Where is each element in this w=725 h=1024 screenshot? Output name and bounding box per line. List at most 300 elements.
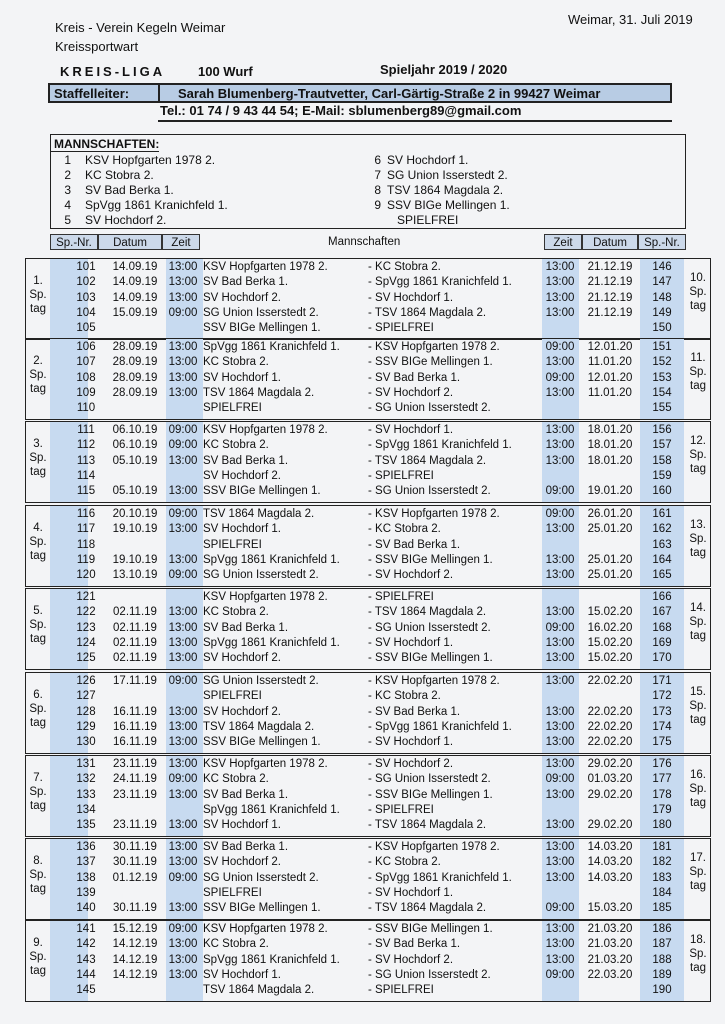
match-datum: 14.09.19 xyxy=(112,276,158,289)
match-zeit-return: 13:00 xyxy=(545,523,575,536)
match-spnr: 141 xyxy=(76,923,96,935)
staffelleiter-box xyxy=(48,83,672,103)
match-home-team: TSV 1864 Magdala 2. xyxy=(203,386,315,399)
match-datum-return: 22.02.20 xyxy=(587,736,633,749)
teams-title: MANNSCHAFTEN: xyxy=(54,137,160,151)
matchday-block xyxy=(25,258,711,340)
matchday-label-part: 10. xyxy=(690,272,706,284)
match-datum-return: 22.02.20 xyxy=(587,705,633,718)
match-datum-return: 15.02.20 xyxy=(587,652,633,665)
match-spnr-return: 185 xyxy=(652,902,672,915)
match-zeit: 13:00 xyxy=(168,291,198,304)
match-spnr: 145 xyxy=(76,984,96,997)
match-spnr: 111 xyxy=(77,424,95,436)
match-home-team: SV Hochdorf 2. xyxy=(203,469,281,482)
match-zeit-return: 13:00 xyxy=(545,386,575,399)
match-datum: 06.10.19 xyxy=(112,424,158,436)
match-spnr: 142 xyxy=(76,938,96,951)
match-zeit: 13:00 xyxy=(168,261,198,273)
match-row xyxy=(26,773,712,788)
team-number: 3 xyxy=(64,183,71,197)
match-home-team: SPIELFREI xyxy=(203,690,262,703)
match-away-team: - SV Hochdorf 1. xyxy=(368,291,454,304)
match-zeit: 09:00 xyxy=(168,424,198,436)
match-zeit-return: 13:00 xyxy=(545,424,575,436)
team-number: 5 xyxy=(64,213,71,227)
match-row xyxy=(26,591,712,606)
matchday-label-part: 15. xyxy=(690,686,706,698)
match-away-team: - SG Union Isserstedt 2. xyxy=(368,621,491,634)
matchday-label-part: tag xyxy=(30,965,46,977)
matchday-label-part: 5. xyxy=(33,605,43,617)
match-home-team: KSV Hopfgarten 1978 2. xyxy=(203,261,328,273)
matchday-block xyxy=(25,755,711,837)
match-datum-return: 12.01.20 xyxy=(587,341,633,353)
team-number: 7 xyxy=(374,168,381,182)
match-spnr-return: 183 xyxy=(652,871,672,884)
match-datum: 02.11.19 xyxy=(113,652,157,665)
match-datum: 16.11.19 xyxy=(113,736,157,749)
team-name: SV Bad Berka 1. xyxy=(85,183,174,197)
match-datum: 14.12.19 xyxy=(112,953,158,966)
matchday-label-part: tag xyxy=(690,547,706,559)
match-datum-return: 25.01.20 xyxy=(587,553,633,566)
match-spnr: 136 xyxy=(76,841,96,853)
matchday-label-part: 11. xyxy=(690,352,706,364)
match-datum-return: 11.01.20 xyxy=(588,356,632,369)
match-spnr-return: 184 xyxy=(652,886,672,899)
match-home-team: KC Stobra 2. xyxy=(203,606,269,619)
match-datum-return: 12.01.20 xyxy=(587,371,633,384)
matchday-label-part: Sp. xyxy=(689,783,707,795)
match-zeit: 13:00 xyxy=(168,652,198,665)
match-datum-return: 26.01.20 xyxy=(587,508,633,520)
match-away-team: - SPIELFREI xyxy=(368,803,434,816)
match-zeit: 13:00 xyxy=(168,938,198,951)
match-row xyxy=(26,606,712,621)
match-zeit: 13:00 xyxy=(168,454,198,467)
match-away-team: - SV Hochdorf 2. xyxy=(368,953,454,966)
match-zeit-return: 13:00 xyxy=(545,675,575,687)
matchday-label-part: 7. xyxy=(33,772,43,784)
match-home-team: SG Union Isserstedt 2. xyxy=(203,675,319,687)
match-home-team: KSV Hopfgarten 1978 2. xyxy=(203,923,328,935)
match-away-team: - SSV BIGe Mellingen 1. xyxy=(368,652,493,665)
match-spnr-return: 188 xyxy=(652,953,672,966)
match-home-team: SV Hochdorf 1. xyxy=(203,523,281,536)
matchday-block xyxy=(25,421,711,503)
match-spnr: 144 xyxy=(76,968,96,981)
match-datum-return: 15.03.20 xyxy=(587,902,633,915)
match-spnr-return: 175 xyxy=(652,736,672,749)
match-datum-return: 14.03.20 xyxy=(587,856,633,869)
match-away-team: - SG Union Isserstedt 2. xyxy=(368,402,491,415)
match-zeit: 09:00 xyxy=(168,923,198,935)
match-spnr-return: 156 xyxy=(652,424,672,436)
match-zeit-return: 13:00 xyxy=(545,276,575,289)
match-row xyxy=(26,954,712,969)
match-home-team: SSV BIGe Mellingen 1. xyxy=(203,736,321,749)
match-zeit-return: 13:00 xyxy=(545,758,575,770)
league-name: KREIS-LIGA xyxy=(60,64,166,79)
match-row xyxy=(26,569,712,584)
match-zeit-return: 13:00 xyxy=(545,553,575,566)
team-number: 1 xyxy=(64,153,71,167)
match-away-team: - SG Union Isserstedt 2. xyxy=(368,485,491,498)
match-row xyxy=(26,554,712,569)
match-zeit-return: 13:00 xyxy=(545,261,575,273)
matchday-label-part: 13. xyxy=(690,519,706,531)
match-spnr: 126 xyxy=(76,675,96,687)
team-name: SSV BIGe Mellingen 1. xyxy=(387,198,510,212)
match-zeit: 13:00 xyxy=(168,606,198,619)
match-datum-return: 14.03.20 xyxy=(587,871,633,884)
match-away-team: - SV Hochdorf 1. xyxy=(368,736,454,749)
match-home-team: SV Hochdorf 2. xyxy=(203,291,281,304)
match-spnr-return: 149 xyxy=(652,306,672,319)
match-datum: 15.12.19 xyxy=(112,923,158,935)
match-spnr-return: 158 xyxy=(652,454,672,467)
match-row xyxy=(26,804,712,819)
match-spnr: 123 xyxy=(76,621,96,634)
match-spnr-return: 167 xyxy=(652,606,672,619)
match-datum-return: 25.01.20 xyxy=(587,569,633,582)
teams-box xyxy=(50,134,686,229)
match-spnr-return: 180 xyxy=(652,819,672,832)
matchday-block xyxy=(25,505,711,587)
match-row xyxy=(26,622,712,637)
season: Spieljahr 2019 / 2020 xyxy=(380,62,508,77)
match-spnr-return: 172 xyxy=(652,690,672,703)
matchday-label-part: Sp. xyxy=(689,449,707,461)
match-home-team: SV Hochdorf 1. xyxy=(203,371,281,384)
matchday-label-part: Sp. xyxy=(689,948,707,960)
match-away-team: - SpVgg 1861 Kranichfeld 1. xyxy=(368,871,512,884)
matchday-block xyxy=(25,338,711,420)
match-datum: 24.11.19 xyxy=(113,773,157,786)
match-datum-return: 18.01.20 xyxy=(587,454,633,467)
matchday-label-part: tag xyxy=(30,717,46,729)
match-row xyxy=(26,292,712,307)
match-home-team: SV Hochdorf 1. xyxy=(203,819,281,832)
matchday-label-part: Sp. xyxy=(689,700,707,712)
match-zeit: 13:00 xyxy=(168,523,198,536)
match-zeit-return: 09:00 xyxy=(545,621,575,634)
team-name: SPIELFREI xyxy=(397,213,459,227)
match-away-team: - KSV Hopfgarten 1978 2. xyxy=(368,341,500,353)
match-datum: 14.09.19 xyxy=(112,261,158,273)
match-home-team: SV Bad Berka 1. xyxy=(203,276,289,289)
match-home-team: KC Stobra 2. xyxy=(203,439,269,452)
matchday-label-part: tag xyxy=(30,383,46,395)
match-row xyxy=(26,439,712,454)
match-zeit-return: 13:00 xyxy=(545,569,575,582)
matchday-block xyxy=(25,838,711,920)
match-datum: 23.11.19 xyxy=(113,758,157,770)
matchday-label-part: tag xyxy=(30,883,46,895)
match-spnr: 133 xyxy=(76,788,96,801)
match-zeit: 09:00 xyxy=(168,773,198,786)
matchday-label-part: Sp. xyxy=(689,366,707,378)
match-spnr-return: 182 xyxy=(652,856,672,869)
match-spnr: 124 xyxy=(76,636,96,649)
matchday-label-part: 12. xyxy=(690,435,706,447)
match-zeit-return: 13:00 xyxy=(545,356,575,369)
match-zeit: 13:00 xyxy=(168,341,198,353)
match-row xyxy=(26,902,712,917)
divider xyxy=(158,120,672,122)
match-spnr-return: 171 xyxy=(652,675,672,687)
match-home-team: SPIELFREI xyxy=(203,402,262,415)
matchday-label-part: 9. xyxy=(33,937,43,949)
match-away-team: - SG Union Isserstedt 2. xyxy=(368,773,491,786)
match-spnr: 113 xyxy=(76,454,96,467)
matchday-label-part: tag xyxy=(30,800,46,812)
match-row xyxy=(26,652,712,667)
match-zeit: 13:00 xyxy=(168,856,198,869)
match-home-team: SpVgg 1861 Kranichfeld 1. xyxy=(203,953,340,966)
team-name: SpVgg 1861 Kranichfeld 1. xyxy=(85,198,228,212)
match-zeit: 13:00 xyxy=(168,819,198,832)
match-zeit: 09:00 xyxy=(168,675,198,687)
team-number: 8 xyxy=(374,183,381,197)
match-home-team: TSV 1864 Magdala 2. xyxy=(203,984,315,997)
match-zeit: 13:00 xyxy=(168,902,198,915)
column-header-spnr: Sp.-Nr. xyxy=(50,234,98,250)
match-away-team: - SPIELFREI xyxy=(368,591,434,603)
match-datum: 05.10.19 xyxy=(112,454,158,467)
matchday-label-part: tag xyxy=(690,714,706,726)
match-spnr-return: 170 xyxy=(652,652,672,665)
match-home-team: SV Bad Berka 1. xyxy=(203,841,289,853)
match-spnr: 138 xyxy=(76,871,96,884)
match-datum: 19.10.19 xyxy=(112,553,158,566)
team-name: SV Hochdorf 2. xyxy=(85,213,167,227)
match-zeit-return: 13:00 xyxy=(545,841,575,853)
match-home-team: SPIELFREI xyxy=(203,886,262,899)
match-away-team: - KC Stobra 2. xyxy=(368,856,441,869)
match-spnr: 108 xyxy=(76,371,96,384)
match-zeit-return: 09:00 xyxy=(545,773,575,786)
matchday-label-part: 3. xyxy=(33,438,43,450)
match-home-team: SV Hochdorf 2. xyxy=(203,652,281,665)
match-row xyxy=(26,387,712,402)
match-row xyxy=(26,307,712,322)
match-away-team: - KC Stobra 2. xyxy=(368,261,441,273)
match-away-team: - SV Hochdorf 1. xyxy=(368,636,454,649)
matchday-block xyxy=(25,588,711,670)
match-home-team: SG Union Isserstedt 2. xyxy=(203,871,319,884)
organization-name: Kreis - Verein Kegeln Weimar xyxy=(55,20,226,35)
match-spnr: 130 xyxy=(76,736,96,749)
matchday-label-part: Sp. xyxy=(29,951,47,963)
match-away-team: - SSV BIGe Mellingen 1. xyxy=(368,356,493,369)
match-datum-return: 11.01.20 xyxy=(588,386,632,399)
match-away-team: - SPIELFREI xyxy=(368,469,434,482)
match-spnr-return: 155 xyxy=(652,402,672,415)
match-home-team: SV Hochdorf 2. xyxy=(203,856,281,869)
match-away-team: - KSV Hopfgarten 1978 2. xyxy=(368,508,500,520)
match-spnr-return: 151 xyxy=(652,341,672,353)
match-zeit: 13:00 xyxy=(168,371,198,384)
match-datum-return: 15.02.20 xyxy=(587,636,633,649)
match-away-team: - SV Hochdorf 2. xyxy=(368,569,454,582)
match-spnr: 128 xyxy=(76,705,96,718)
match-spnr: 110 xyxy=(76,402,96,415)
match-away-team: - SV Hochdorf 2. xyxy=(368,758,454,770)
match-row xyxy=(26,984,712,999)
match-row xyxy=(26,690,712,705)
matchday-label-part: tag xyxy=(30,633,46,645)
match-zeit: 13:00 xyxy=(168,636,198,649)
match-spnr-return: 163 xyxy=(652,538,672,551)
matchday-label-part: Sp. xyxy=(29,289,47,301)
match-spnr-return: 187 xyxy=(652,938,672,951)
team-number: 2 xyxy=(64,168,71,182)
match-datum: 16.11.19 xyxy=(113,720,157,733)
match-home-team: SV Bad Berka 1. xyxy=(203,788,289,801)
match-zeit: 13:00 xyxy=(168,356,198,369)
match-row xyxy=(26,402,712,417)
match-home-team: SV Hochdorf 2. xyxy=(203,705,281,718)
matchday-label-part: tag xyxy=(690,380,706,392)
matchday-block xyxy=(25,920,711,1002)
match-row xyxy=(26,261,712,276)
match-zeit: 13:00 xyxy=(168,736,198,749)
match-datum: 02.11.19 xyxy=(113,606,157,619)
match-datum: 23.11.19 xyxy=(113,819,157,832)
match-spnr: 102 xyxy=(76,276,96,289)
match-spnr-return: 148 xyxy=(652,291,672,304)
matchday-label-part: 18. xyxy=(690,934,706,946)
match-spnr-return: 162 xyxy=(652,523,672,536)
match-home-team: SSV BIGe Mellingen 1. xyxy=(203,485,321,498)
match-datum-return: 15.02.20 xyxy=(587,606,633,619)
match-datum-return: 21.03.20 xyxy=(587,953,633,966)
match-spnr-return: 176 xyxy=(652,758,672,770)
match-zeit-return: 13:00 xyxy=(545,720,575,733)
match-away-team: - TSV 1864 Magdala 2. xyxy=(368,306,487,319)
match-zeit-return: 13:00 xyxy=(545,788,575,801)
matchday-label-part: 16. xyxy=(690,769,706,781)
match-home-team: SV Hochdorf 1. xyxy=(203,968,281,981)
match-zeit: 13:00 xyxy=(168,705,198,718)
matchday-label-part: tag xyxy=(690,630,706,642)
matchday-label-part: 1. xyxy=(33,275,43,287)
match-row xyxy=(26,675,712,690)
match-away-team: - TSV 1864 Magdala 2. xyxy=(368,606,487,619)
match-spnr: 101 xyxy=(76,261,96,273)
match-spnr: 106 xyxy=(76,341,96,353)
match-zeit: 13:00 xyxy=(168,758,198,770)
matchday-label-part: Sp. xyxy=(689,866,707,878)
match-zeit: 13:00 xyxy=(168,553,198,566)
match-zeit-return: 13:00 xyxy=(545,454,575,467)
match-zeit-return: 13:00 xyxy=(545,923,575,935)
match-row xyxy=(26,969,712,984)
match-row xyxy=(26,923,712,938)
match-datum: 06.10.19 xyxy=(112,439,158,452)
match-zeit: 09:00 xyxy=(168,871,198,884)
match-home-team: SpVgg 1861 Kranichfeld 1. xyxy=(203,341,340,353)
match-spnr-return: 178 xyxy=(652,788,672,801)
match-spnr: 132 xyxy=(76,773,96,786)
match-datum-return: 21.03.20 xyxy=(587,923,633,935)
matchday-label-part: tag xyxy=(30,550,46,562)
match-zeit-return: 13:00 xyxy=(545,652,575,665)
match-datum: 28.09.19 xyxy=(112,371,158,384)
match-home-team: SG Union Isserstedt 2. xyxy=(203,306,319,319)
matchday-label-part: tag xyxy=(690,797,706,809)
matchday-label-part: Sp. xyxy=(29,536,47,548)
match-spnr: 137 xyxy=(76,856,96,869)
match-datum-return: 18.01.20 xyxy=(587,439,633,452)
match-row xyxy=(26,721,712,736)
matchday-label-part: 14. xyxy=(690,602,706,614)
match-home-team: SpVgg 1861 Kranichfeld 1. xyxy=(203,553,340,566)
match-away-team: - SSV BIGe Mellingen 1. xyxy=(368,923,493,935)
column-header-row xyxy=(48,234,688,252)
staffelleiter-label: Staffelleiter: xyxy=(54,86,130,101)
match-away-team: - SV Hochdorf 2. xyxy=(368,386,454,399)
match-spnr: 116 xyxy=(76,508,96,520)
match-spnr: 122 xyxy=(76,606,96,619)
match-home-team: SPIELFREI xyxy=(203,538,262,551)
match-datum: 02.11.19 xyxy=(113,621,157,634)
match-away-team: - SV Bad Berka 1. xyxy=(368,538,461,551)
match-zeit: 13:00 xyxy=(168,276,198,289)
matchday-label-part: Sp. xyxy=(29,452,47,464)
match-zeit: 13:00 xyxy=(168,841,198,853)
team-name: KSV Hopfgarten 1978 2. xyxy=(85,153,216,167)
match-away-team: - SpVgg 1861 Kranichfeld 1. xyxy=(368,720,512,733)
match-spnr-return: 179 xyxy=(652,803,672,816)
match-row xyxy=(26,372,712,387)
team-number: 9 xyxy=(374,198,381,212)
match-row xyxy=(26,872,712,887)
column-header-zeit: Zeit xyxy=(162,234,200,250)
match-datum-return: 16.02.20 xyxy=(587,621,633,634)
match-spnr: 103 xyxy=(76,291,96,304)
match-zeit: 09:00 xyxy=(168,569,198,582)
match-datum: 30.11.19 xyxy=(113,841,157,853)
match-row xyxy=(26,841,712,856)
match-spnr: 114 xyxy=(76,469,96,482)
match-spnr-return: 166 xyxy=(652,591,672,603)
divider xyxy=(158,85,160,101)
match-spnr-return: 164 xyxy=(652,553,672,566)
contact-info: Tel.: 01 74 / 9 43 44 54; E-Mail: sblumenberg89@gmail.com xyxy=(160,103,522,118)
match-zeit-return: 09:00 xyxy=(545,485,575,498)
match-spnr-return: 173 xyxy=(652,705,672,718)
match-row xyxy=(26,758,712,773)
match-datum-return: 29.02.20 xyxy=(587,788,633,801)
throw-count: 100 Wurf xyxy=(198,64,253,79)
match-spnr: 112 xyxy=(76,439,96,452)
match-spnr: 104 xyxy=(76,306,96,319)
match-home-team: KC Stobra 2. xyxy=(203,773,269,786)
match-home-team: KC Stobra 2. xyxy=(203,938,269,951)
match-zeit: 13:00 xyxy=(168,386,198,399)
divider xyxy=(51,151,159,152)
match-datum-return: 21.03.20 xyxy=(587,938,633,951)
match-home-team: SpVgg 1861 Kranichfeld 1. xyxy=(203,636,340,649)
match-row xyxy=(26,938,712,953)
match-away-team: - SSV BIGe Mellingen 1. xyxy=(368,788,493,801)
match-datum: 23.11.19 xyxy=(113,788,157,801)
match-home-team: KSV Hopfgarten 1978 2. xyxy=(203,424,328,436)
match-away-team: - KSV Hopfgarten 1978 2. xyxy=(368,675,500,687)
